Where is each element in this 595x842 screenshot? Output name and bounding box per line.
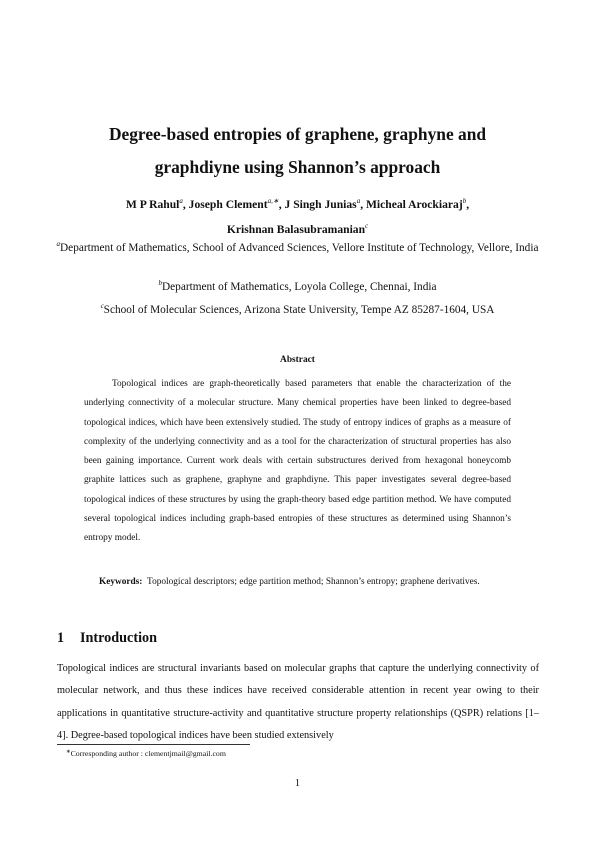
section-number: 1: [57, 630, 65, 646]
author-affiliation-mark: a: [356, 197, 361, 205]
author: [189, 198, 285, 211]
author-name: Krishnan Balasubramanian: [226, 223, 366, 236]
paper-title: [40, 118, 555, 184]
abstract-text: Topological indices are graph-theoretically based parameters that enable the characterization of the underlying connectivity of a molecular structure. Many chemical properties have been linked to degree-based topological indices, which have been extensively studied. The study of entropy indices of graphs as a measure of complexity of the underlying connectivity and as a tool for the characterization of structural properties has also been gaining importance. Current work deals with certain substructures derived from hexagonal honeycomb graphite lattices such as graphene, graphyne and graphdiyne. This paper investigates several degree-based topological indices of these structures by using the graph-theory based edge partition method. We have computed several topological indices including graph-based entropies of these structures as determined using Shannon’s entropy model.: [84, 379, 511, 544]
author-list: [60, 192, 535, 242]
author-separator: ,: [466, 198, 470, 211]
affiliation-mark: a: [56, 240, 61, 248]
affiliation: [20, 280, 575, 294]
author-separator: ,: [182, 198, 189, 211]
author-separator: ,: [278, 198, 285, 211]
affiliation-mark: c: [100, 302, 104, 310]
author-name: J Singh Junias: [284, 198, 357, 211]
affiliation-text: Department of Mathematics, School of Advanced Sciences, Vellore Institute of Technology, Vellore, India: [60, 242, 539, 254]
section-title: Introduction: [80, 630, 157, 646]
author: [285, 198, 366, 211]
author: [366, 198, 469, 211]
author-separator: ,: [360, 198, 366, 211]
footnote-text: Corresponding author : clementjmail@gmail.com: [70, 749, 226, 758]
affiliation: [20, 303, 575, 317]
title-line-2: graphdiyne using Shannon’s approach: [154, 157, 441, 177]
affiliation-mark: b: [158, 279, 162, 287]
author-affiliation-mark: c: [365, 222, 369, 230]
affiliation-text: School of Molecular Sciences, Arizona State University, Tempe AZ 85287-1604, USA: [103, 304, 495, 316]
author: [126, 198, 189, 211]
affiliation: [20, 236, 575, 260]
introduction-paragraph: Topological indices are structural invariants based on molecular graphs that capture the underlying connectivity of molecular network, and thus these indices have received considerable attention in recent year owing to their applications in quantitative structure-activity and quantitative structure property relationships (QSPR) relations [1–4]. Degree-based topological indices have been studied extensively: [57, 663, 539, 741]
keywords-text: Topological descriptors; edge partition method; Shannon’s entropy; graphene derivatives.: [147, 577, 480, 587]
title-line-1: Degree-based entropies of graphene, graphyne and: [108, 124, 487, 144]
footnote: [57, 748, 539, 760]
abstract-heading: Abstract: [280, 355, 315, 365]
section-heading: [57, 630, 157, 647]
keywords-label: Keywords:: [99, 577, 143, 587]
author-name: Joseph Clement: [188, 198, 268, 211]
footnote-rule: [57, 744, 250, 745]
author-name: Micheal Arockiaraj: [365, 198, 463, 211]
keywords: [84, 573, 511, 592]
author-affiliation-mark: b: [462, 197, 467, 205]
affiliation-text: Department of Mathematics, Loyola College, Chennai, India: [162, 281, 437, 293]
footnote-mark: ∗: [66, 749, 71, 755]
author-name: M P Rahul: [125, 198, 180, 211]
author: [227, 223, 368, 236]
author-affiliation-mark: a: [179, 197, 183, 205]
author-affiliation-mark: a,∗: [267, 197, 279, 205]
page-number: 1: [294, 778, 301, 789]
